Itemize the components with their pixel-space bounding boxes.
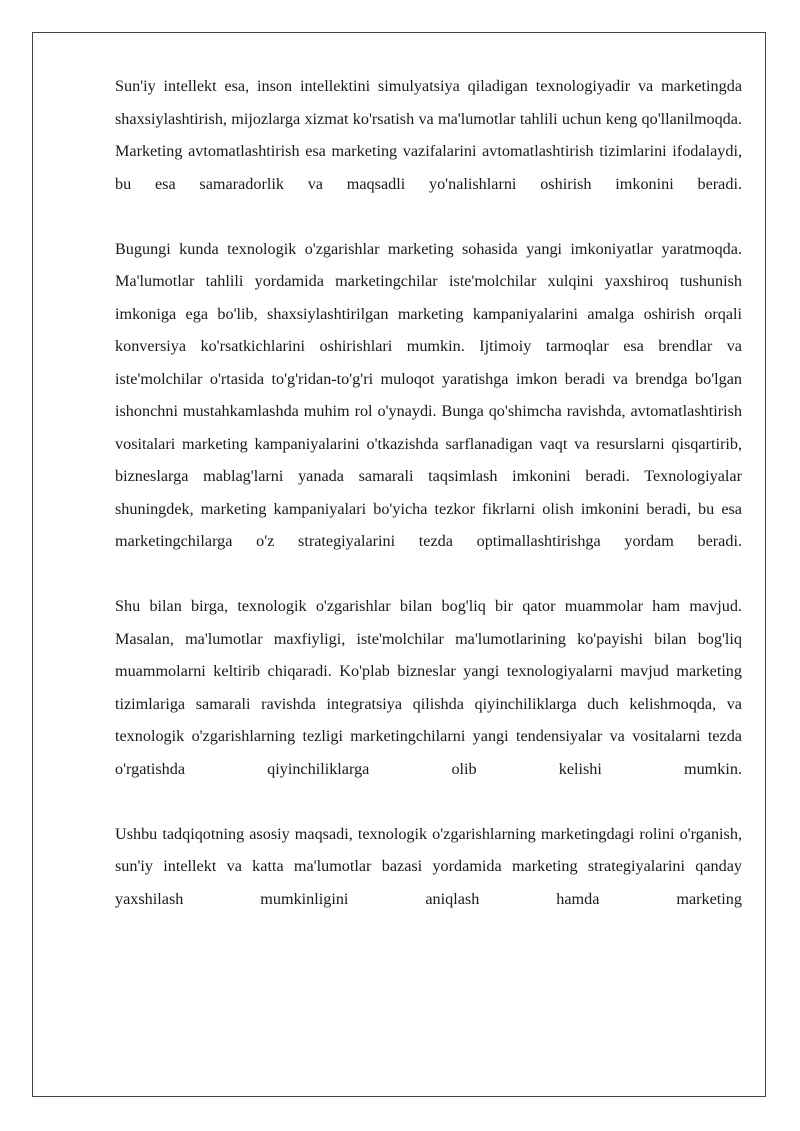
paragraph-ai-intro: Sun'iy intellekt esa, inson intellektini simulyatsiya qiladigan texnologiyadir va marketingda shaxsiylashtirish, mijozlarga xizmat ko'rsatish va ma'lumotlar tahlili uchun keng qo'llanilmoqda. Marketing avtomatlashtirish esa marketing vazifalarini avtomatlashtirish tizimlarini ifodalaydi, bu esa samaradorlik va maqsadli yo'nalishlarni oshirish imkonini beradi. <box>115 77 742 193</box>
paragraph-research-goal: Ushbu tadqiqotning asosiy maqsadi, texnologik o'zgarishlarning marketingdagi rolini o'rganish, sun'iy intellekt va katta ma'lumotlar bazasi yordamida marketing strategiyalarini qanday yaxshilash mumkinligini aniqlash hamda marketing <box>115 824 742 908</box>
paragraph-tech-opportunities: Bugungi kunda texnologik o'zgarishlar marketing sohasida yangi imkoniyatlar yaratmoqda. Ma'lumotlar tahlili yordamida marketingchilar iste'molchilar xulqini yaxshiroq tushunish imkoniga ega bo'lib, shaxsiylashtirilgan marketing kampaniyalarini amalga oshirish orqali konversiya ko'rsatkichlarini oshirishlari mumkin. Ijtimoiy tarmoqlar esa brendlar va iste'molchilar o'rtasida to'g'ridan-to'g'ri muloqot yaratishga imkon beradi va brendga bo'lgan ishonchni mustahkamlashda muhim rol o'ynaydi. Bunga qo'shimcha ravishda, avtomatlashtirish vositalari marketing kampaniyalarini o'tkazishda sarflanadigan vaqt va resurslarni qisqartirib, bizneslarga mablag'larni yanada samarali taqsimlash imkonini beradi. Texnologiyalar shuningdek, marketing kampaniyalari bo'yicha tezkor fikrlarni olish imkonini beradi, bu esa marketingchilarga o'z strategiyalarini tezda optimallashtirishga yordam beradi. <box>115 239 742 550</box>
paragraph-tech-challenges: Shu bilan birga, texnologik o'zgarishlar bilan bog'liq bir qator muammolar ham mavjud. Masalan, ma'lumotlar maxfiyligi, iste'molchilar ma'lumotlarining ko'payishi bilan bog'liq muammolarni keltirib chiqaradi. Ko'plab bizneslar yangi texnologiyalarni mavjud marketing tizimlariga samarali ravishda integratsiya qilishda qiyinchiliklarga duch kelishmoqda, va texnologik o'zgarishlarning tezligi marketingchilarni yangi tendensiyalar va vositalarni tezda o'rgatishda qiyinchiliklarga olib kelishi mumkin. <box>115 597 742 778</box>
document-body <box>115 70 742 915</box>
